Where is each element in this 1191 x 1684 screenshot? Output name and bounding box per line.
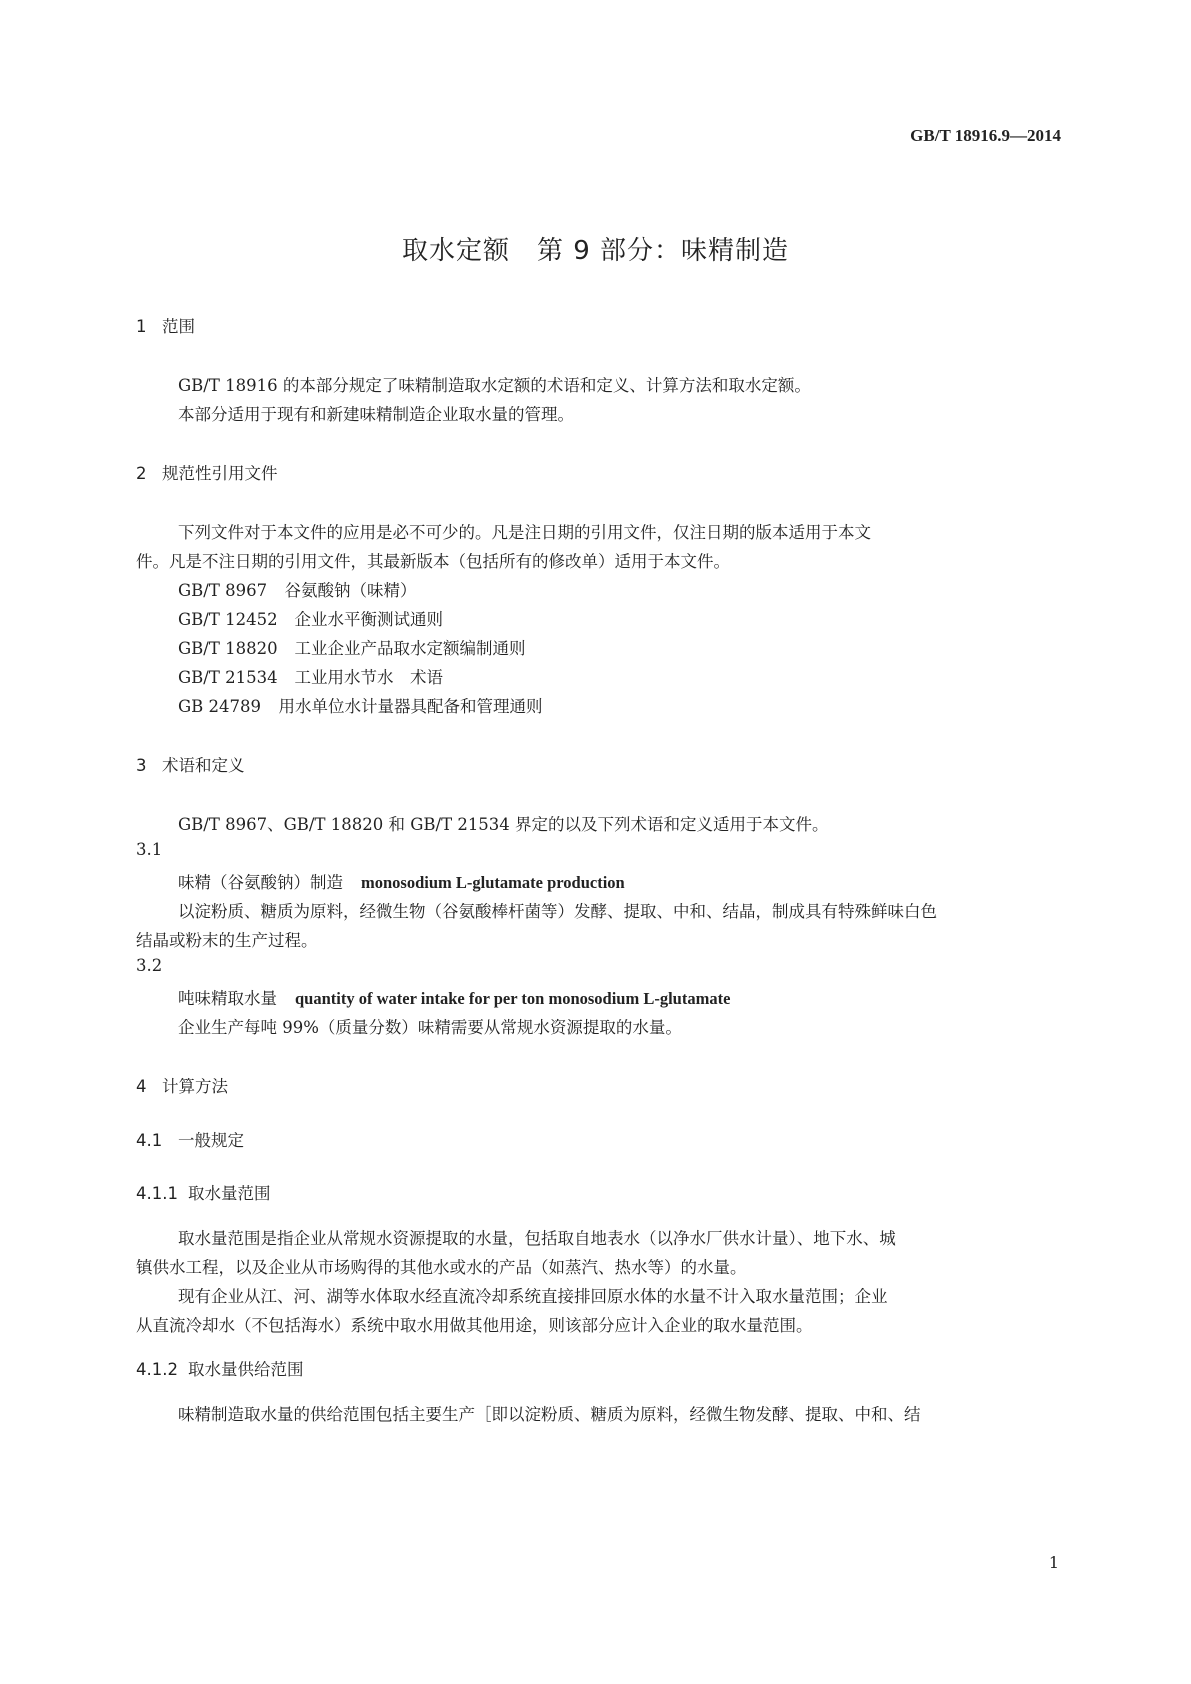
term-definition-line-1: 企业生产每吨 99%（质量分数）味精需要从常规水资源提取的水量。 [178,1018,682,1037]
reference-title: 企业水平衡测试通则 [294,610,443,629]
section-1-paragraph-1: GB/T 18916 的本部分规定了味精制造取水定额的术语和定义、计算方法和取水定额。 [178,376,811,395]
section-4-1-1-paragraph-1-line-2: 镇供水工程，以及企业从市场购得的其他水或水的产品（如蒸汽、热水等）的水量。 [136,1258,747,1277]
reference-code: GB/T 18820 [178,639,278,658]
term-chinese: 味精（谷氨酸钠）制造 [178,873,343,892]
section-4-1-1-paragraph-2-line-2: 从直流冷却水（不包括海水）系统中取水用做其他用途，则该部分应计入企业的取水量范围。 [136,1316,813,1335]
section-4-1-1-paragraph-2-line-1: 现有企业从江、河、湖等水体取水经直流冷却系统直接排回原水体的水量不计入取水量范围；企业 [178,1287,888,1306]
section-title: 术语和定义 [162,756,245,775]
term-definition-line-2: 结晶或粉末的生产过程。 [136,931,318,950]
section-number: 3 [136,756,147,775]
reference-code: GB/T 12452 [178,610,278,629]
section-number: 2 [136,464,147,483]
section-number: 4.1.1 [136,1184,178,1203]
section-number: 4.1.2 [136,1360,178,1379]
section-title: 规范性引用文件 [162,464,278,483]
section-4-heading [136,1073,228,1097]
reference-code: GB/T 21534 [178,668,278,687]
reference-item [178,664,443,688]
section-4-1-2-paragraph-line-1: 味精制造取水量的供给范围包括主要生产［即以淀粉质、糖质为原料，经微生物发酵、提取、中和、结 [178,1405,921,1424]
standard-id-header: GB/T 18916.9—2014 [910,126,1061,145]
document-title: 取水定额 第 9 部分：味精制造 [401,236,790,266]
term-english: monosodium L-glutamate production [361,873,625,892]
section-3-paragraph: GB/T 8967、GB/T 18820 和 GB/T 21534 界定的以及下列术语和定义适用于本文件。 [178,815,829,834]
section-title: 计算方法 [162,1077,228,1096]
section-2-paragraph-line-2: 件。凡是不注日期的引用文件，其最新版本（包括所有的修改单）适用于本文件。 [136,552,730,571]
section-3-heading [136,752,245,776]
page-number: 1 [1048,1553,1059,1572]
reference-item [178,635,526,659]
section-4-1-1-heading [136,1180,271,1204]
section-4-1-1-paragraph-1-line-1: 取水量范围是指企业从常规水资源提取的水量，包括取自地表水（以净水厂供水计量）、地下水、城 [178,1229,896,1248]
section-title: 范围 [162,317,195,336]
section-4-1-2-heading [136,1356,304,1380]
section-title: 一般规定 [178,1131,244,1150]
section-2-paragraph-line-1: 下列文件对于本文件的应用是必不可少的。凡是注日期的引用文件，仅注日期的版本适用于本文 [178,523,871,542]
term-number: 3.2 [136,956,163,975]
section-1-heading [136,313,195,337]
reference-item [178,577,417,601]
section-number: 1 [136,317,147,336]
reference-title: 谷氨酸钠（味精） [284,581,417,600]
term-english: quantity of water intake for per ton monosodium L-glutamate [295,989,731,1008]
term-chinese: 吨味精取水量 [178,989,277,1008]
term-heading [178,869,625,893]
reference-title: 工业企业产品取水定额编制通则 [294,639,526,658]
term-number: 3.1 [136,840,163,859]
section-title: 取水量范围 [188,1184,271,1203]
section-number: 4.1 [136,1131,163,1150]
term-definition-line-1: 以淀粉质、糖质为原料，经微生物（谷氨酸棒杆菌等）发酵、提取、中和、结晶，制成具有特殊鲜味白色 [178,902,937,921]
reference-item [178,606,443,630]
reference-item [178,693,543,717]
section-1-paragraph-2: 本部分适用于现有和新建味精制造企业取水量的管理。 [178,405,574,424]
section-2-heading [136,460,278,484]
section-title: 取水量供给范围 [188,1360,304,1379]
reference-title: 工业用水节水 术语 [294,668,443,687]
reference-code: GB 24789 [178,697,262,716]
section-number: 4 [136,1077,147,1096]
reference-code: GB/T 8967 [178,581,268,600]
section-4-1-heading [136,1127,244,1151]
reference-title: 用水单位水计量器具配备和管理通则 [278,697,543,716]
term-heading [178,985,730,1009]
